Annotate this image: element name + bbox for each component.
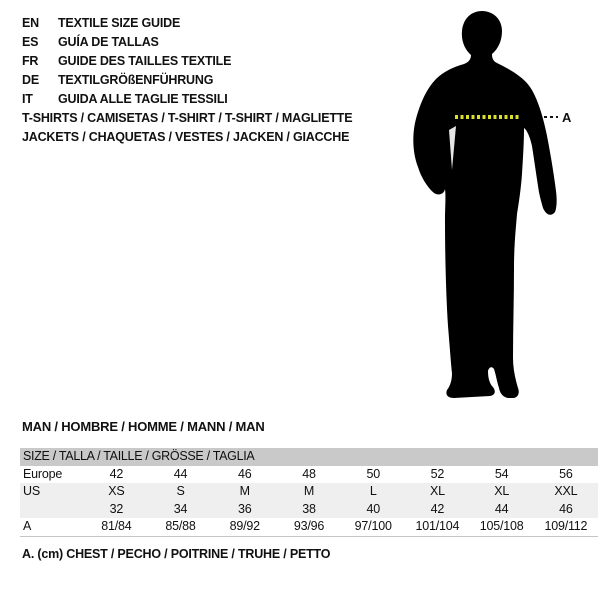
size-table — [20, 448, 598, 537]
size-cell: 36 — [213, 501, 277, 519]
size-cell: 56 — [559, 466, 573, 481]
size-cell: 46 — [534, 501, 598, 519]
size-cell: 48 — [302, 466, 316, 481]
size-cell: 97/100 — [341, 518, 405, 536]
size-cell: 93/96 — [277, 518, 341, 536]
category-jackets: JACKETS / CHAQUETAS / VESTES / JACKEN / GIACCHE — [22, 130, 350, 144]
size-cell: 40 — [341, 501, 405, 519]
figure-region — [400, 0, 600, 410]
man-silhouette — [413, 11, 556, 398]
size-cell: S — [148, 483, 212, 501]
language-code: EN — [22, 16, 39, 30]
language-row — [22, 33, 231, 52]
size-table-header: SIZE / TALLA / TAILLE / GRÖSSE / TAGLIA — [20, 448, 598, 466]
table-row-chest — [20, 518, 598, 536]
row-label: Europe — [23, 466, 63, 481]
size-cell: 85/88 — [148, 518, 212, 536]
size-cell: 101/104 — [405, 518, 469, 536]
language-label: GUIDE DES TAILLES TEXTILE — [58, 54, 232, 68]
language-row — [22, 14, 231, 33]
size-cell: M — [277, 483, 341, 501]
size-cell: M — [213, 483, 277, 501]
measure-label-a: A — [562, 110, 572, 125]
size-cell: 34 — [148, 501, 212, 519]
size-cell: 109/112 — [534, 518, 598, 536]
table-row-us — [20, 483, 598, 501]
table-row-uk — [20, 501, 598, 519]
language-code: ES — [22, 35, 39, 49]
size-cell: L — [341, 483, 405, 501]
size-cell: XL — [405, 483, 469, 501]
section-heading-man: MAN / HOMBRE / HOMME / MANN / MAN — [22, 419, 265, 434]
language-label: TEXTILGRÖßENFÜHRUNG — [58, 73, 214, 87]
size-cell: XXL — [534, 483, 598, 501]
size-cell: 105/108 — [470, 518, 534, 536]
size-cell: 42 — [109, 466, 124, 481]
chest-footnote: A. (cm) CHEST / PECHO / POITRINE / TRUHE / PETTO — [22, 547, 331, 561]
language-code: DE — [22, 73, 39, 87]
size-cell: XL — [470, 483, 534, 501]
language-code: FR — [22, 54, 39, 68]
size-cell: 44 — [470, 501, 534, 519]
language-label: GUÍA DE TALLAS — [58, 35, 159, 49]
size-table-header-row — [20, 448, 598, 466]
language-row — [22, 90, 231, 109]
language-list — [22, 14, 231, 109]
garment-categories — [22, 109, 352, 147]
row-label: A — [20, 518, 84, 536]
language-label: TEXTILE SIZE GUIDE — [58, 16, 181, 30]
row-label: US — [20, 483, 84, 501]
size-cell: 50 — [366, 466, 380, 481]
size-cell: 38 — [277, 501, 341, 519]
row-label — [20, 501, 84, 519]
size-cell: 52 — [430, 466, 445, 481]
size-cell: 89/92 — [213, 518, 277, 536]
size-cell: 46 — [238, 466, 252, 481]
language-row — [22, 71, 231, 90]
size-cell: 81/84 — [84, 518, 148, 536]
size-cell: 44 — [173, 466, 188, 481]
size-cell: XS — [84, 483, 148, 501]
language-row — [22, 52, 231, 71]
size-cell: 32 — [84, 501, 148, 519]
body-silhouette — [400, 0, 600, 410]
size-cell: 54 — [494, 466, 509, 481]
table-row-europe — [20, 466, 598, 484]
size-cell: 42 — [405, 501, 469, 519]
language-code: IT — [22, 92, 33, 106]
category-tshirts: T-SHIRTS / CAMISETAS / T-SHIRT / T-SHIRT / MAGLIETTE — [22, 111, 353, 125]
language-label: GUIDA ALLE TAGLIE TESSILI — [58, 92, 228, 106]
